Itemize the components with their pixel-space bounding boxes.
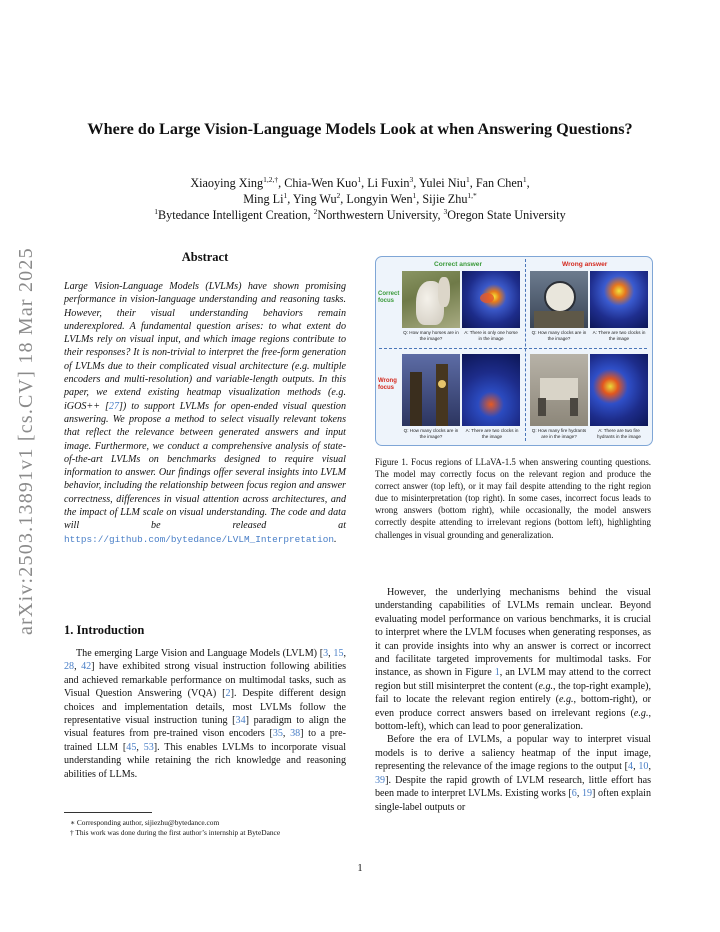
author-affiliation-marker: 1 xyxy=(283,191,288,200)
author-affiliation-marker: 2 xyxy=(336,191,341,200)
arxiv-stamp: arXiv:2503.13891v1 [cs.CV] 18 Mar 2025 xyxy=(15,247,37,635)
author-name: Ming Li xyxy=(243,192,284,207)
author-affiliation-marker: 1 xyxy=(522,175,527,184)
citation-link[interactable]: 1 xyxy=(494,667,500,679)
panel-1-question: Q: How many horses are in the image? xyxy=(403,330,459,341)
panel-2-answer: A: There are two clocks in the image xyxy=(592,330,646,341)
citation-link[interactable]: 38 xyxy=(290,728,301,740)
citation-link[interactable]: 53 xyxy=(143,741,154,753)
author-name: Sijie Zhu xyxy=(422,192,468,207)
footnote-rule xyxy=(64,812,152,813)
hydrant-heatmap xyxy=(590,354,648,426)
author-name: Chia-Wen Kuo xyxy=(284,176,358,191)
author-name: Li Fuxin xyxy=(367,176,410,191)
panel-4-question: Q: How many fire hydrants are in the image? xyxy=(531,428,587,439)
horse-image xyxy=(402,271,460,328)
affiliation-marker: 1 xyxy=(154,207,158,216)
page-number: 1 xyxy=(357,863,363,874)
panel-1-answer: A: There is only one horse in the image xyxy=(464,330,518,341)
author-line-1: Xiaoying Xing$^{1,2,\dagger}$, Chia-Wen Kuo$^1$, Li Fuxin$^3$, Yulei Niu$^1$, Fan Chen$^1$, xyxy=(190,175,530,191)
citation-link[interactable]: 34 xyxy=(235,715,246,727)
author-affiliation-marker: 1 xyxy=(465,175,470,184)
panel-2-question: Q: How many clocks are in the image? xyxy=(531,330,587,341)
author-affiliation-marker: 1 xyxy=(357,175,362,184)
author-name: Xiaoying Xing xyxy=(190,176,264,191)
paragraph: Before the era of LVLMs, a popular way to interpret visual models is to derive a saliency heatmap of the input image, representing the relevance of the image regions to the output [4, 10, 39]. Despite the rapid growth of LVLM research, little effort has been made to interpret LVLMs. Existing works [6, 19] often explain single-label outputs or xyxy=(375,734,652,813)
author-affiliation-marker: 1 xyxy=(412,191,417,200)
footnote-internship: † This work was done during the first author’s internship at ByteDance xyxy=(70,828,281,837)
citation-link[interactable]: 35 xyxy=(272,728,283,740)
right-column-body xyxy=(375,586,651,814)
citation-link[interactable]: 2 xyxy=(225,688,231,700)
author-name: Yulei Niu xyxy=(418,176,466,191)
affiliation-name: Oregon State University xyxy=(447,208,566,223)
italic-text: e.g. xyxy=(558,694,574,706)
citation-link[interactable]: 39 xyxy=(375,774,386,786)
citation-link[interactable]: 3 xyxy=(323,648,329,659)
author-affiliation-marker: 1,* xyxy=(467,191,477,200)
figure-caption: Figure 1. Focus regions of LLaVA-1.5 when answering counting questions. The model may correctly focus on the relevant region and produce the correct answer (top left), or it may fail despite attending to the right region due to misinterpretation (top right). In some cases, incorrect focus leads to wrong answers (bottom right), while occasionally, the model answers correctly despite attending to irrelevant regions (bottom left), highlighting challenges in visual grounding and generalization. xyxy=(375,457,651,540)
author-name: Fan Chen xyxy=(475,176,523,191)
citation-link[interactable]: 6 xyxy=(571,788,577,800)
affiliation-marker: 3 xyxy=(443,207,448,216)
intro-heading: 1. Introduction xyxy=(64,623,145,637)
affiliations xyxy=(90,203,630,224)
bigben-image xyxy=(402,354,460,426)
italic-text: e.g. xyxy=(538,680,554,692)
author-affiliation-marker: 1,2,† xyxy=(263,175,279,184)
clock-heatmap xyxy=(590,271,648,328)
author-affiliation-marker: 3 xyxy=(409,175,414,184)
citation-link[interactable]: 28 xyxy=(64,661,75,673)
author-name: Ying Wu xyxy=(292,192,337,207)
affiliation-name: Bytedance Intelligent Creation, xyxy=(157,208,314,223)
bigben-heatmap xyxy=(462,354,520,426)
affiliation-name: Northwestern University, xyxy=(317,208,444,223)
italic-text: e.g. xyxy=(633,707,649,719)
citation-link[interactable]: 10 xyxy=(638,761,649,773)
citation-link[interactable]: 19 xyxy=(581,788,593,800)
citation-link[interactable]: 27 xyxy=(108,400,119,412)
code-repo-link[interactable]: https://github.com/bytedance/LVLM_Interpretation xyxy=(64,533,335,545)
figure-1 xyxy=(375,256,653,446)
affiliation-marker: 2 xyxy=(313,207,318,216)
panel-3-question: Q: How many clocks are in the image? xyxy=(403,428,459,439)
figure-horizontal-divider xyxy=(379,348,647,349)
figure-row-wrong: Wrong focus xyxy=(378,378,397,391)
figure-col-correct: Correct answer xyxy=(434,261,483,268)
paper-title: Where do Large Vision-Language Models Look at when Answering Questions? xyxy=(87,120,633,138)
author-line-2: Ming Li$^1$, Ying Wu$^2$, Longyin Wen$^1$, Sijie Zhu$^{1,*}$ xyxy=(243,191,477,207)
citation-link[interactable]: 42 xyxy=(81,661,92,673)
clock-image xyxy=(530,271,588,328)
paragraph: However, the underlying mechanisms behind the visual understanding capabilities of LVLMs remain unclear. Beyond evaluating model performance on various benchmarks, it is crucial to interpret where the LVLM focuses when generating responses, as it can provide insights into why an answer is correct or incorrect and facilitate targeted improvements for multimodal tasks. For instance, as shown in Figure 1, an LVLM may attend to the correct region but still misinterpret the content (e.g., the top-right example), fail to locate the relevant region entirely (e.g., bottom-right), or even produce correct answers based on irrelevant regions (e.g., bottom-left), which can lead to poor generalization. xyxy=(375,587,652,733)
figure-row-correct: Correct focus xyxy=(378,291,400,304)
panel-4-answer: A: There are two fire hydrants in the image xyxy=(597,428,641,439)
horse-heatmap xyxy=(462,271,520,328)
intro-body: The emerging Large Vision and Language Models (LVLM) [3, 15, 28, 42] have exhibited strong visual instruction following abilities and achieved remarkable performance on multimodal tasks, such as Visual Question Answering (VQA) [2]. Despite different design choices and implementation details, most LVLMs follow the representative visual instruction tuning [34] paradigm to align the visual features from pre-trained vison encoders [35, 38] to a pre-trained LLM [45, 53]. This enables LVLMs to incorporate visual understanding while retaining the rich knowledge and reasoning abilities of LLMs. xyxy=(64,648,347,780)
citation-link[interactable]: 4 xyxy=(628,761,634,773)
footnote-corresponding: ∗ Corresponding author, sijiezhu@bytedance.com xyxy=(70,818,220,827)
panel-3-answer: A: There are two clocks in the image xyxy=(465,428,519,439)
author-name: Longyin Wen xyxy=(346,192,413,207)
abstract-body: Large Vision-Language Models (LVLMs) have shown promising performance in vision-language understanding and reasoning tasks. However, their visual understanding behaviors remain underexplored. A fundamental question arises: to what extent do LVLMs rely on visual input, and which image regions contribute to their responses? It is non-trivial to interpret the free-form generation of LVLMs due to their complicated visual architecture (e.g. multiple encoders and multi-resolution) and variable-length outputs. In this paper, we extend existing heatmap visualization methods (e.g. iGOS++ [27]) to support LVLMs for open-ended visual question answering. We propose a method to select visually relevant tokens that reflect the relevance between generated answers and input image. Furthermore, we conduct a comprehensive analysis of state-of-the-art LVLMs on benchmarks designed to require visual information to answer. Our findings offer several insights into LVLM behavior, including the relationship between focus region and answer correctness, differences in visual attention across architectures, and the impact of LLM scale on visual understanding. The code and data will be released at https://github.com/bytedance/LVLM_Interpretation. xyxy=(64,281,346,545)
abstract-heading: Abstract xyxy=(181,250,229,264)
citation-link[interactable]: 45 xyxy=(126,741,137,753)
figure-col-wrong: Wrong answer xyxy=(562,261,608,268)
figure-vertical-divider xyxy=(525,259,526,441)
hydrant-image xyxy=(530,354,588,426)
citation-link[interactable]: 15 xyxy=(333,648,344,659)
